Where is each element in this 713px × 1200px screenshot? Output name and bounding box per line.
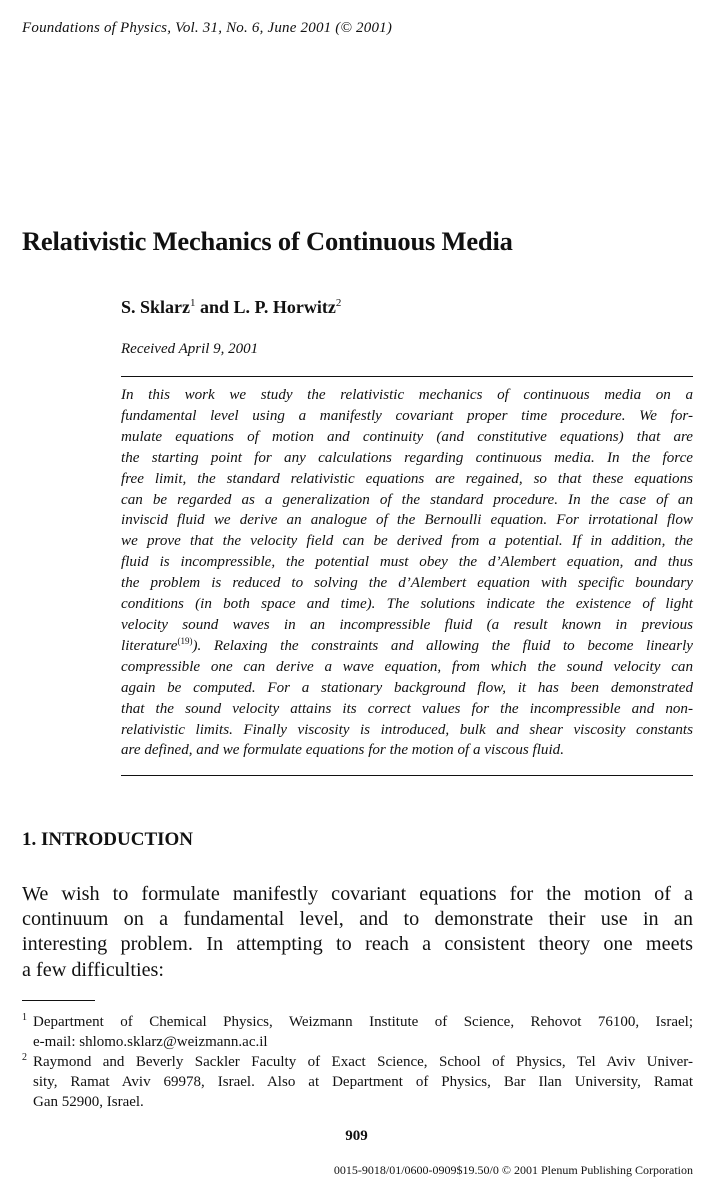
reference-mark: (19) [177,635,193,646]
abstract-line: mulate equations of motion and continuity (and constitutive equations) that are [121,428,693,445]
body-line: interesting problem. In attempting to reach a consistent theory one meets [22,933,693,956]
footnote-line: Raymond and Beverly Sackler Faculty of Exact Science, School of Physics, Tel Aviv Univer- [33,1054,693,1070]
body-line: a few difficulties: [22,958,165,981]
abstract-bottom-rule [121,775,693,776]
abstract-line: In this work we study the relativistic mechanics of continuous media on a [121,387,693,403]
author-name: S. Sklarz [121,297,191,317]
paper-title: Relativistic Mechanics of Continuous Media [22,226,513,256]
abstract-line: relativistic limits. Finally viscosity is introduced, bulk and shear viscosity constants [121,721,693,738]
abstract-line: inviscid fluid we derive an analogue of the Bernoulli equation. For irrotational flow [121,512,693,529]
abstract-line: fluid is incompressible, the potential must obey the d’Alembert equation, and thus [121,554,693,571]
abstract [121,385,693,761]
affiliation-mark: 2 [335,297,342,309]
abstract-line: again be computed. For a stationary background flow, it has been demonstrated [121,679,693,696]
footnote-line: e-mail: shlomo.sklarz@weizmann.ac.il [33,1034,268,1050]
footnote-mark: 1 [22,1012,27,1023]
journal-header: Foundations of Physics, Vol. 31, No. 6, June 2001 (© 2001) [22,20,393,36]
abstract-line: compressible one can derive a wave equation, from which the sound velocity can [121,658,693,675]
abstract-line: can be regarded as a generalization of the standard procedure. In the case of an [121,491,693,508]
abstract-line: we prove that the velocity field can be derived from a potential. If in addition, the [121,533,693,550]
body-line: We wish to formulate manifestly covariant equations for the motion of a [22,883,693,905]
body-line: continuum on a fundamental level, and to demonstrate their use in an [22,908,693,931]
abstract-text: literature [121,637,178,654]
abstract-line: are defined, and we formulate equations for the motion of a viscous fluid. [121,742,564,759]
abstract-line: free limit, the standard relativistic equations are regained, so that these equations [121,470,693,487]
abstract-line: conditions (in both space and time). The solutions indicate the existence of light [121,596,693,613]
footnote-line: Department of Chemical Physics, Weizmann Institute of Science, Rehovot 76100, Israel; [33,1014,693,1030]
abstract-text: ). Relaxing the constraints and allowing the fluid to become linearly [192,637,693,654]
abstract-line: velocity sound waves in an incompressible fluid (a result known in previous [121,616,693,633]
abstract-line: the problem is reduced to solving the d’Alembert equation with specific boundary [121,575,693,592]
author-list [121,297,341,318]
footnote-2 [22,1052,693,1112]
received-date: Received April 9, 2001 [121,341,259,357]
abstract-line: the starting point for any calculations regarding continuous media. In the force [121,449,693,466]
abstract-line [121,636,693,657]
abstract-line: fundamental level using a manifestly covariant proper time procedure. We for- [121,407,693,424]
affiliation-mark: 1 [190,297,196,309]
abstract-top-rule [121,376,693,377]
abstract-line: that the sound velocity attains its correct values for the incompressible and non- [121,700,693,717]
page-number: 909 [345,1128,368,1144]
footnote-line: sity, Ramat Aviv 69978, Israel. Also at Department of Physics, Bar Ilan University, Ramat [33,1074,693,1090]
author-conjunction: and [200,297,230,317]
footnote-rule [22,1000,95,1001]
intro-paragraph [22,882,693,983]
section-heading: 1. INTRODUCTION [22,829,194,850]
footnote-line: Gan 52900, Israel. [33,1094,144,1110]
author-name: L. P. Horwitz [233,297,336,317]
copyright-line: 0015-9018/01/0600-0909$19.50/0 © 2001 Plenum Publishing Corporation [333,1163,693,1177]
footnote-mark: 2 [22,1052,27,1063]
footnote-1 [22,1012,693,1052]
